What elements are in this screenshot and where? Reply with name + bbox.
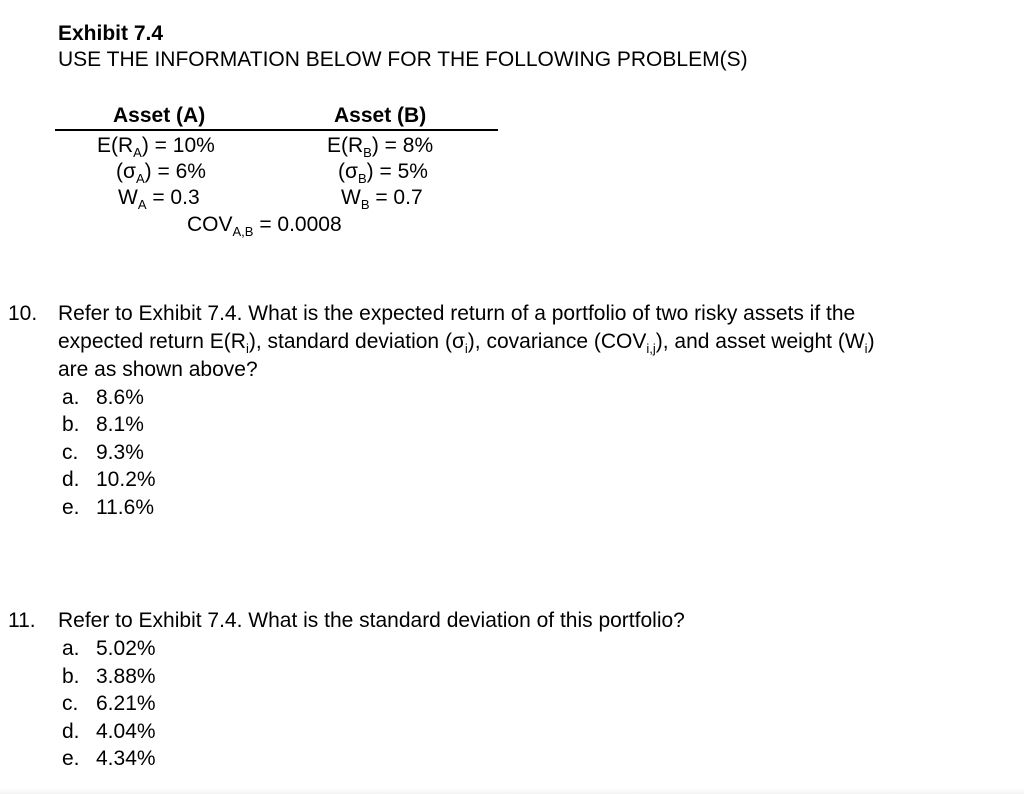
- asset-a-expected-return: $E(R_A) = 10\%$: [97, 134, 215, 160]
- question-10-line-3: are as shown above?: [58, 358, 258, 381]
- covariance: $COV_{A,B} = 0.0008$: [187, 213, 342, 239]
- asset-a-header: Asset (A): [113, 104, 206, 127]
- asset-b-expected-return: $E(R_B) = 8\%$: [327, 134, 434, 160]
- asset-b-header: Asset (B): [334, 104, 427, 127]
- exhibit-title: Exhibit 7.4: [58, 22, 164, 45]
- question-10-number: 10.: [8, 302, 38, 325]
- question-11-option-d[interactable]: d. 4.04%: [62, 720, 156, 743]
- question-11-line-1: Refer to Exhibit 7.4. What is the standard deviation of this portfolio?: [58, 609, 685, 632]
- question-10-option-b[interactable]: b. 8.1%: [62, 413, 144, 436]
- question-11-option-b[interactable]: b. 3.88%: [62, 665, 156, 688]
- question-10-option-a[interactable]: a. 8.6%: [62, 386, 144, 409]
- exhibit-instruction: USE THE INFORMATION BELOW FOR THE FOLLOWING PROBLEM(S): [58, 48, 748, 71]
- question-10-option-d[interactable]: d. 10.2%: [62, 468, 156, 491]
- question-11-number: 11.: [8, 609, 36, 632]
- question-10-option-c[interactable]: c. 9.3%: [62, 441, 144, 464]
- table-rule: [55, 129, 498, 131]
- page-bottom-edge: [0, 788, 1024, 794]
- asset-a-std-dev: $(\sigma_A) = 6\%$: [116, 160, 206, 186]
- asset-b-std-dev: $(\sigma_B) = 5\%$: [338, 160, 428, 186]
- question-10-option-e[interactable]: e. 11.6%: [62, 496, 154, 519]
- question-11-option-a[interactable]: a. 5.02%: [62, 637, 156, 660]
- question-10-line-2: expected return $E(R_i)$, standard deviation $(\sigma_i)$, covariance $(COV_{i,j})$, and asset weight $(W_i)$: [58, 330, 875, 356]
- asset-a-weight: $W_A = 0.3$: [118, 186, 200, 212]
- question-10-line-1: Refer to Exhibit 7.4. What is the expected return of a portfolio of two risky assets if the: [58, 302, 856, 325]
- question-11-option-e[interactable]: e. 4.34%: [62, 747, 156, 770]
- question-11-option-c[interactable]: c. 6.21%: [62, 692, 156, 715]
- asset-b-weight: $W_B = 0.7$: [341, 186, 423, 212]
